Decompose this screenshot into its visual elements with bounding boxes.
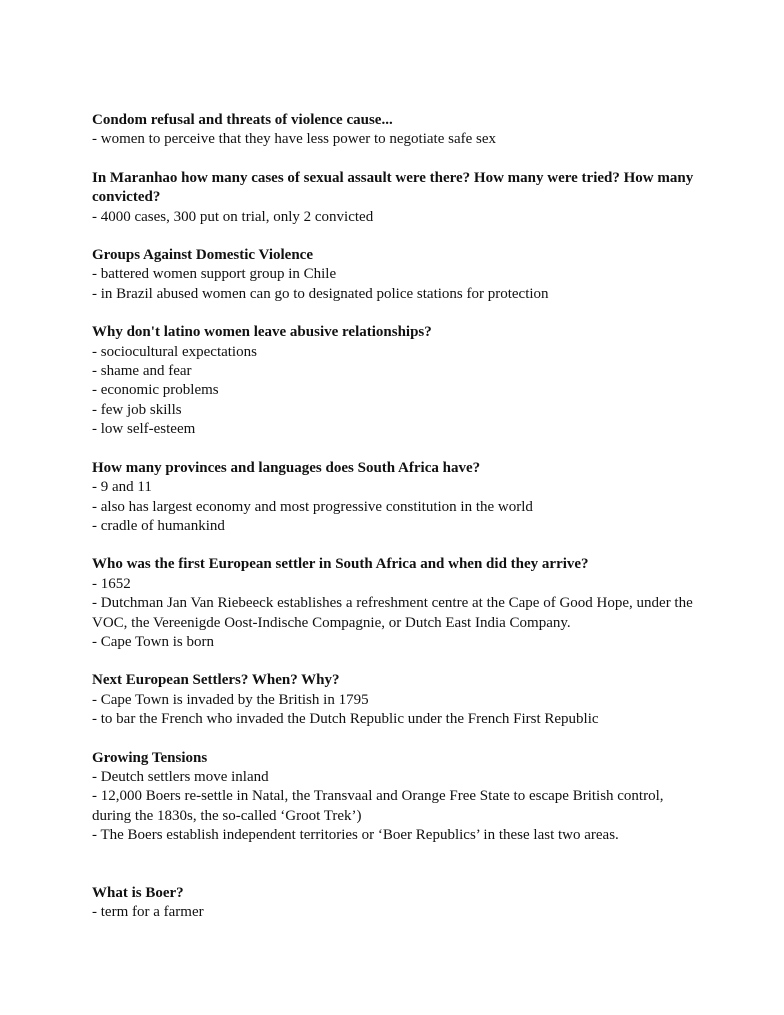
question-heading: Groups Against Domestic Violence bbox=[92, 247, 313, 264]
answer-item: - 9 and 11 bbox=[92, 479, 152, 496]
question-heading: How many provinces and languages does South Africa have? bbox=[92, 459, 481, 476]
answer-item: - term for a farmer bbox=[92, 904, 204, 920]
answer-list bbox=[92, 768, 702, 846]
question-heading: Condom refusal and threats of violence cause... bbox=[92, 112, 393, 128]
answer-item: - Deutch settlers move inland bbox=[92, 768, 269, 785]
answer-item: - Cape Town is born bbox=[92, 633, 214, 650]
answer-item: - 4000 cases, 300 put on trial, only 2 convicted bbox=[92, 208, 374, 225]
qa-section-what-is-boer bbox=[92, 884, 702, 923]
answer-item: - 12,000 Boers re-settle in Natal, the Transvaal and Orange Free State to escape British control, during the 1830s, the so-called ‘Groot Trek’) bbox=[92, 788, 664, 824]
answer-item: - cradle of humankind bbox=[92, 517, 225, 534]
answer-item: - Cape Town is invaded by the British in 1795 bbox=[92, 691, 369, 708]
answer-item: - to bar the French who invaded the Dutch Republic under the French First Republic bbox=[92, 711, 599, 728]
answer-list bbox=[92, 265, 702, 304]
answer-list bbox=[92, 903, 702, 922]
qa-section-growing-tensions bbox=[92, 749, 702, 846]
answer-list bbox=[92, 575, 702, 653]
answer-item: - women to perceive that they have less power to negotiate safe sex bbox=[92, 131, 497, 148]
qa-section-next-european-settlers bbox=[92, 671, 702, 729]
answer-item: - battered women support group in Chile bbox=[92, 266, 337, 283]
answer-list bbox=[92, 343, 702, 440]
answer-item: - in Brazil abused women can go to designated police stations for protection bbox=[92, 285, 549, 302]
question-heading: Who was the first European settler in South Africa and when did they arrive? bbox=[92, 556, 589, 573]
qa-section-condom-refusal bbox=[92, 111, 702, 150]
qa-section-south-africa-provinces bbox=[92, 459, 702, 537]
answer-item: - few job skills bbox=[92, 401, 182, 418]
answer-item: - also has largest economy and most progressive constitution in the world bbox=[92, 498, 533, 515]
question-heading: What is Boer? bbox=[92, 884, 184, 901]
question-heading: In Maranhao how many cases of sexual assault were there? How many were tried? How many convicted? bbox=[92, 169, 694, 206]
answer-item: - low self-esteem bbox=[92, 421, 196, 438]
answer-list bbox=[92, 478, 702, 536]
answer-item: - Dutchman Jan Van Riebeeck establishes a refreshment centre at the Cape of Good Hope, under the VOC, the Vereenigde Oost-Indische Compagnie, or Dutch East India Company. bbox=[92, 595, 693, 631]
qa-section-first-european-settler bbox=[92, 555, 702, 652]
answer-list bbox=[92, 691, 702, 730]
answer-item: - economic problems bbox=[92, 382, 219, 399]
notes-page bbox=[92, 111, 702, 941]
answer-item: - shame and fear bbox=[92, 363, 192, 380]
answer-list bbox=[92, 208, 702, 227]
question-heading: Why don't latino women leave abusive relationships? bbox=[92, 324, 432, 341]
question-heading: Next European Settlers? When? Why? bbox=[92, 672, 340, 689]
answer-list bbox=[92, 130, 702, 149]
answer-item: - The Boers establish independent territories or ‘Boer Republics’ in these last two areas. bbox=[92, 827, 619, 844]
answer-item: - sociocultural expectations bbox=[92, 343, 257, 360]
qa-section-domestic-violence-groups bbox=[92, 246, 702, 304]
answer-item: - 1652 bbox=[92, 575, 131, 592]
question-heading: Growing Tensions bbox=[92, 749, 208, 766]
qa-section-maranhao bbox=[92, 169, 702, 227]
qa-section-abusive-relationships bbox=[92, 323, 702, 439]
